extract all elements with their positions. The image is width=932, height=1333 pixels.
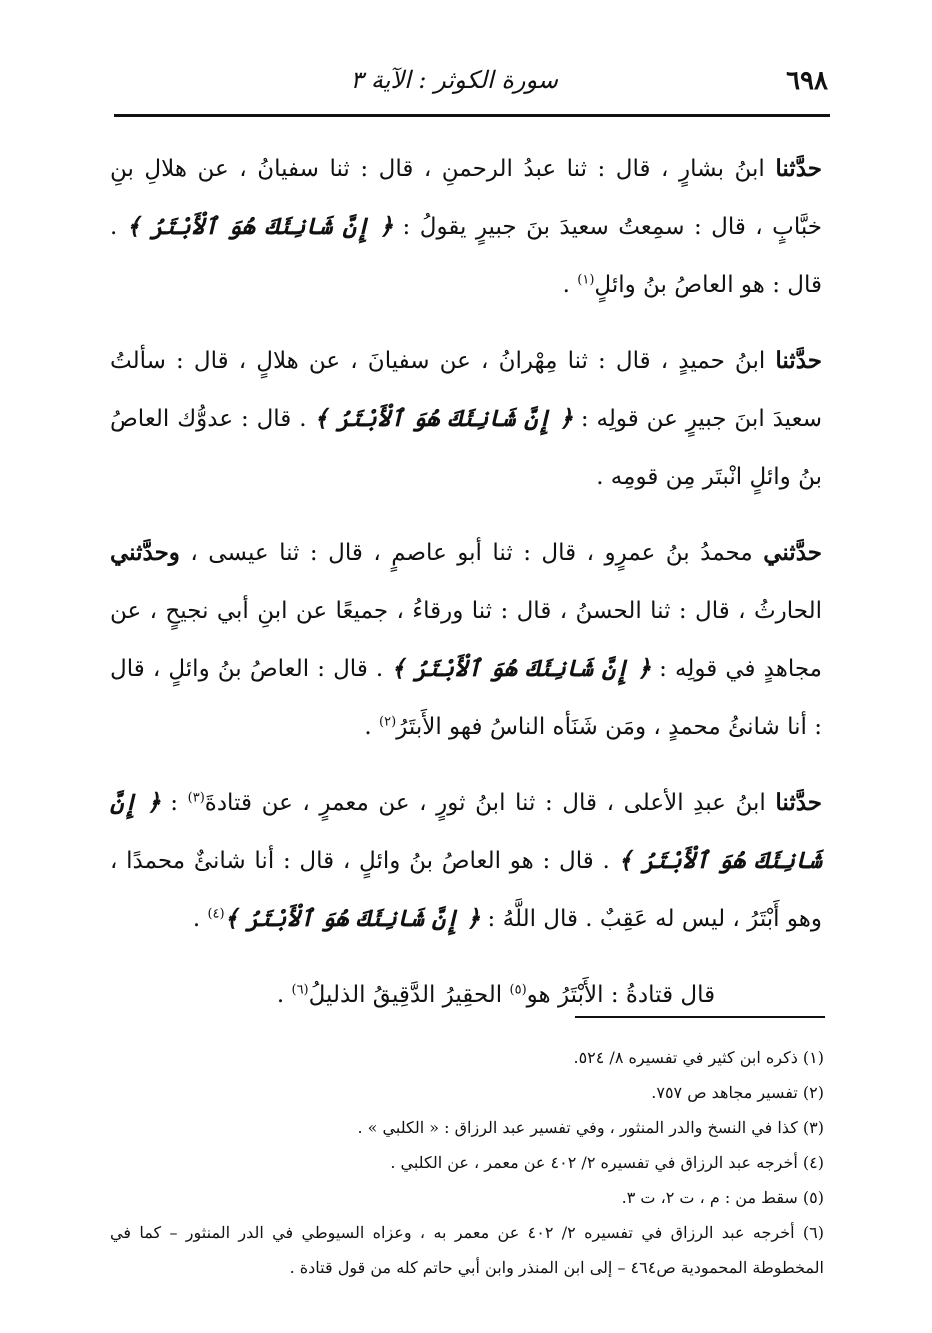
text-run: . (276, 982, 292, 1008)
isnad-lead: وحدَّثني (110, 539, 180, 566)
isnad-lead: حدَّثنا (775, 347, 822, 374)
header-rule (114, 114, 830, 117)
footnote: (٤) أخرجه عبد الرزاق في تفسيره ٢/ ٤٠٢ عن معمر ، عن الكلبي . (390, 1153, 824, 1172)
footnote-ref: (٦) (291, 982, 309, 998)
quran-verse: ﴿ إِنَّ شَانِئَكَ هُوَ ٱلْأَبْتَرُ ﴾ (314, 405, 573, 432)
footnote: (٥) سقط من : م ، ت ٢، ت ٣. (621, 1188, 824, 1207)
text-run: ابنُ بشارٍ ، قال : ثنا عبدُ الرحمنِ ، قال : ثنا سفيانُ ، عن هلالِ بنِ خبَّابٍ ، قال : سمِعتُ سعيدَ بنَ جبيرٍ يقولُ : (110, 156, 822, 240)
footnotes (110, 1040, 824, 1285)
page-header (118, 62, 828, 106)
quran-verse: ﴿ إِنَّ شَانِئَكَ هُوَ ٱلْأَبْتَرُ ﴾ (126, 213, 394, 240)
quran-verse: ﴿ إِنَّ شَانِئَكَ هُوَ ٱلْأَبْتَرُ ﴾ (110, 789, 823, 874)
text-run: . (364, 714, 380, 740)
footnote-rule (575, 1016, 825, 1018)
running-title: سورة الكوثر : الآية ٣ (350, 66, 558, 94)
footnote-ref: (١) (577, 272, 595, 288)
text-run: . قال : هو العاصُ بنُ وائلٍ (110, 214, 822, 298)
footnote-ref: (٥) (509, 982, 527, 998)
footnote: (٢) تفسير مجاهد ص ٧٥٧. (651, 1083, 824, 1102)
footnote-ref: (٣) (187, 790, 205, 806)
text-run: . (192, 906, 208, 932)
text-run: : (160, 790, 188, 816)
footnote: (١) ذكره ابن كثير في تفسيره ٨/ ٥٢٤. (573, 1048, 824, 1067)
isnad-lead: حدَّثني (763, 539, 822, 566)
footnote-ref: (٤) (207, 906, 225, 922)
text-run: . قال : عدوُّك العاصُ بنُ وائلٍ انْبتَر مِن قومِه . (110, 406, 822, 490)
footnote-ref: (٢) (379, 714, 397, 730)
text-run: الحارثُ ، قال : ثنا الحسنُ ، قال : ثنا ورقاءُ ، جميعًا عن ابنِ أبي نجيحٍ ، عن مجاهدٍ في قولِه : (110, 598, 823, 682)
isnad-lead: حدَّثنا (775, 789, 823, 816)
text-run: . قال : هو العاصُ بنُ وائلٍ ، قال : أنا شانئٌ محمدًا ، وهو أَبْتَرُ ، ليس له عَقِبٌ . قال اللَّهُ : (110, 848, 822, 932)
paragraph (110, 332, 822, 506)
footnote: (٦) أخرجه عبد الرزاق في تفسيره ٢/ ٤٠٢ عن معمر به ، وعزاه السيوطي في الدر المنثور – كما في المخطوطة المحمودية ص٤٦٤ – إلى ابن المنذر وابن أبي حاتم كله من قول قتادة . (110, 1223, 824, 1277)
main-text (110, 140, 822, 1042)
text-run: ابنُ حميدٍ ، قال : ثنا مِهْرانُ ، عن سفيانَ ، عن هلالٍ ، قال : سألتُ سعيدَ ابنَ جبيرٍ عن قولِه : (110, 348, 822, 432)
footnote: (٣) كذا في النسخ والدر المنثور ، وفي تفسير عبد الرزاق : « الكلبي » . (357, 1118, 824, 1137)
paragraph (110, 524, 822, 756)
quran-verse: ﴿ إِنَّ شَانِئَكَ هُوَ ٱلْأَبْتَرُ ﴾ (224, 905, 481, 932)
text-run: . (562, 272, 578, 298)
text-run: قال قتادةُ : الأَبْتَرُ هو (526, 982, 716, 1008)
paragraph (110, 774, 822, 948)
text-run: . قال : العاصُ بنُ وائلٍ ، قال : أنا شانئُ محمدٍ ، ومَن شَنَأه الناسُ فهو الأَبتَرُ (110, 656, 822, 740)
text-run: محمدُ بنُ عمرٍو ، قال : ثنا أبو عاصمٍ ، قال : ثنا عيسى ، (179, 540, 764, 566)
quran-verse: ﴿ إِنَّ شَانِئَكَ هُوَ ٱلْأَبْتَرُ ﴾ (391, 655, 652, 682)
page-number: ٦٩٨ (786, 66, 828, 96)
text-run: الحقِيرُ الدَّقِيقُ الذليلُ (308, 982, 510, 1008)
isnad-lead: حدَّثنا (775, 155, 822, 182)
text-run: ابنُ عبدِ الأعلى ، قال : ثنا ابنُ ثورٍ ، عن معمرٍ ، عن قتادةَ (204, 790, 776, 816)
paragraph (110, 140, 822, 314)
